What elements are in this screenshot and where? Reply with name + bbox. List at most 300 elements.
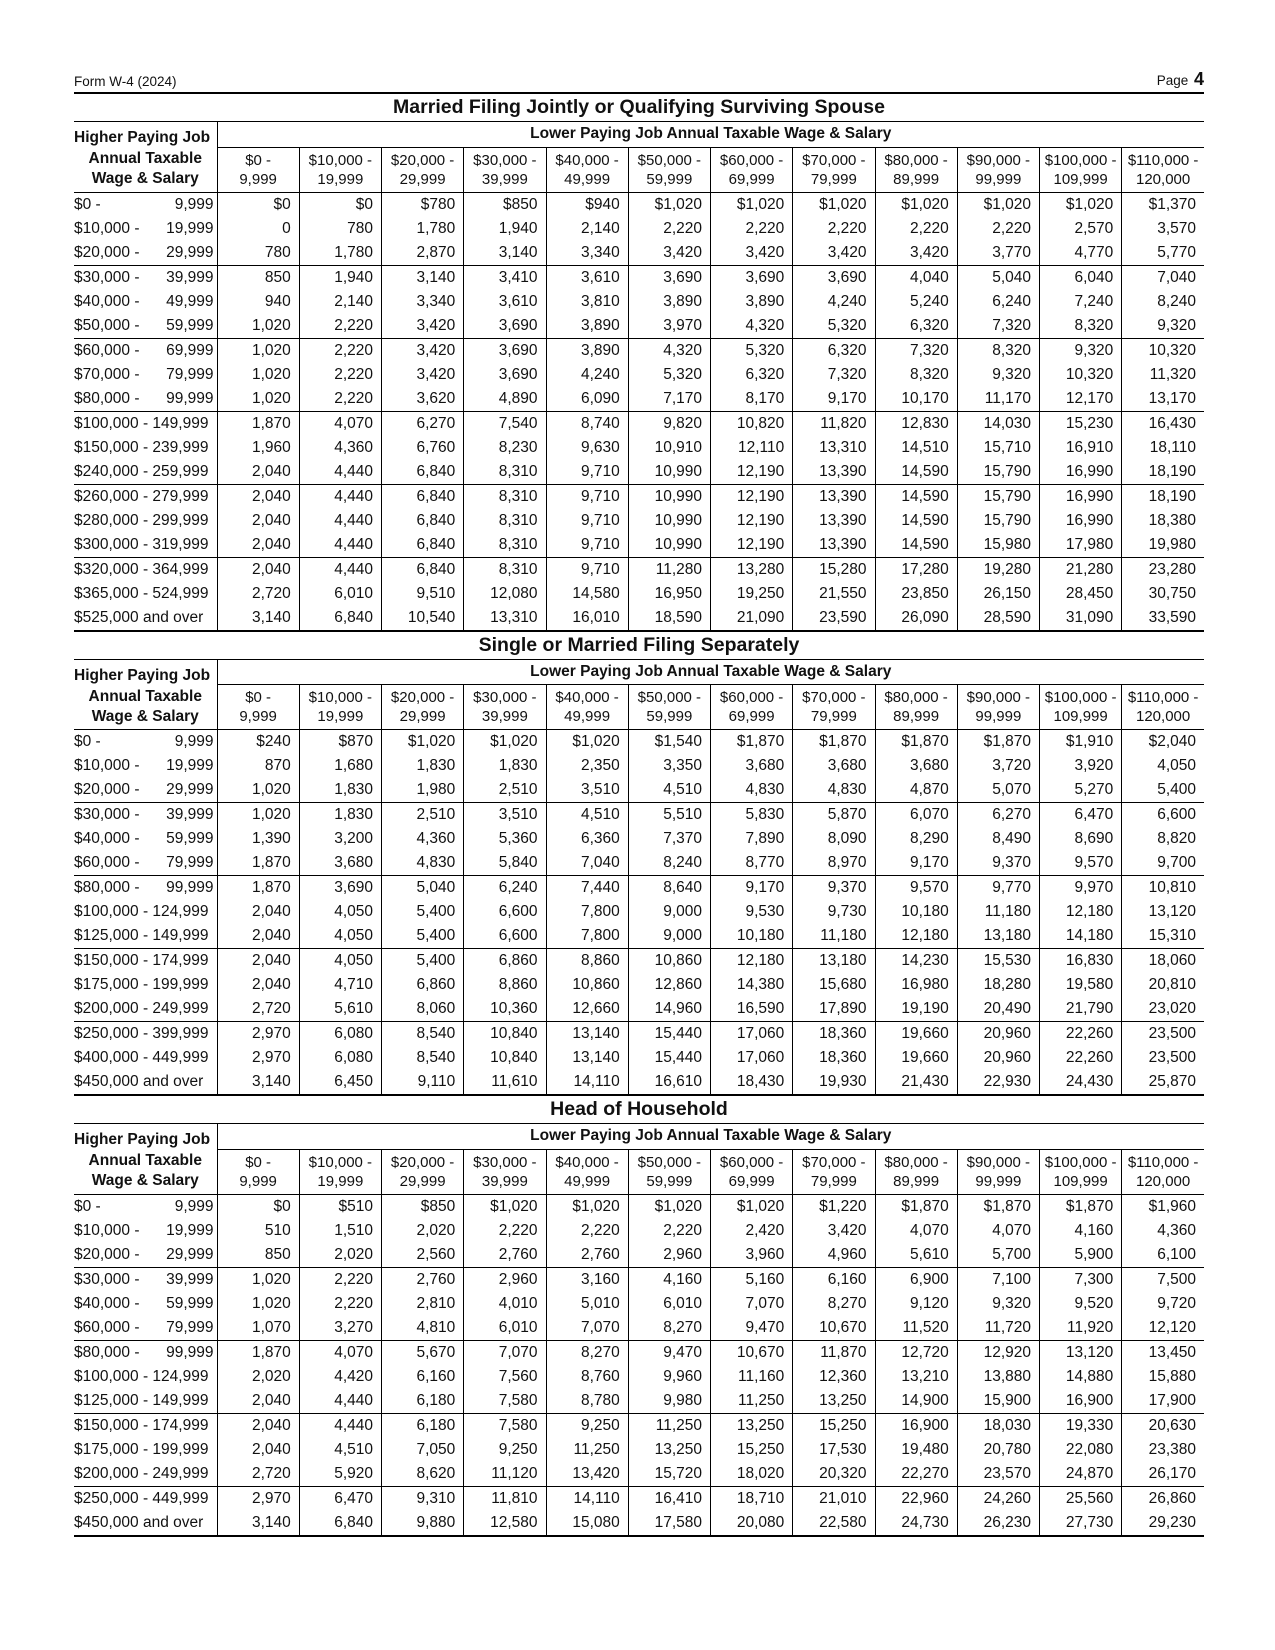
table-row <box>74 730 1204 755</box>
table-cell: 22,930 <box>957 1070 1039 1095</box>
table-cell: 3,570 <box>1157 219 1196 237</box>
table-row <box>74 1462 1204 1487</box>
table-row <box>74 217 1204 241</box>
table-cell: 11,250 <box>628 1413 710 1438</box>
column-header <box>217 1149 299 1194</box>
table-cell: 9,730 <box>793 900 875 924</box>
table-cell: $780 <box>382 192 464 217</box>
row-range-start: $20,000 - <box>74 1245 140 1263</box>
table-cell: 5,320 <box>711 338 793 363</box>
row-range-start: $80,000 - <box>74 1343 140 1361</box>
row-range-label <box>74 509 217 533</box>
table-row <box>74 1340 1204 1365</box>
row-range-start: $30,000 - <box>74 268 140 286</box>
column-range-end: 29,999 <box>399 1172 446 1190</box>
table-cell: 13,170 <box>1148 389 1196 407</box>
table-cell: 2,220 <box>546 1219 628 1243</box>
table-cell: $1,870 <box>957 730 1039 755</box>
row-range-end: 19,999 <box>166 1221 214 1239</box>
table-cell: 6,090 <box>546 387 628 412</box>
table-cell: 4,830 <box>793 778 875 803</box>
column-range-start: $110,000 - <box>1127 151 1199 169</box>
table-cell: 18,020 <box>711 1462 793 1487</box>
table-cell: 9,470 <box>628 1340 710 1365</box>
column-header <box>1040 147 1122 192</box>
column-header <box>1040 1149 1122 1194</box>
lower-paying-job-label: Lower Paying Job Annual Taxable Wage & Salary <box>217 659 1204 685</box>
table-cell: 26,150 <box>957 582 1039 606</box>
table-cell: 25,870 <box>1122 1070 1204 1095</box>
table-cell: 4,360 <box>1157 1221 1196 1239</box>
row-range-label <box>74 1389 217 1414</box>
column-header <box>464 147 546 192</box>
row-range-start: $40,000 - <box>74 830 140 847</box>
form-name: Form W-4 (2024) <box>74 74 177 89</box>
row-range-label <box>74 290 217 314</box>
table-cell: 22,580 <box>793 1511 875 1536</box>
table-cell: 5,320 <box>628 363 710 387</box>
table-cell: 18,710 <box>711 1486 793 1511</box>
row-range-text: $100,000 - 124,999 <box>74 903 209 920</box>
table-cell: 9,820 <box>628 411 710 436</box>
table-cell: 4,830 <box>711 778 793 803</box>
table-cell: 9,370 <box>957 851 1039 876</box>
table-cell: 9,310 <box>382 1486 464 1511</box>
table-cell: 6,840 <box>382 509 464 533</box>
table-cell: 6,470 <box>299 1486 381 1511</box>
column-range-start: $100,000 - <box>1044 151 1117 169</box>
table-cell: 3,680 <box>711 754 793 778</box>
table-cell: 4,440 <box>299 533 381 558</box>
table-cell: 3,270 <box>299 1316 381 1341</box>
row-range-label <box>74 1243 217 1268</box>
table-cell: 2,040 <box>217 533 299 558</box>
table-cell: 4,440 <box>299 509 381 533</box>
table-cell: 33,590 <box>1122 606 1204 631</box>
row-range-label <box>74 1413 217 1438</box>
row-range-end: 99,999 <box>166 389 214 407</box>
table-cell: 4,420 <box>299 1365 381 1389</box>
row-range-label <box>74 900 217 924</box>
row-range-label <box>74 730 217 755</box>
table-row <box>74 265 1204 290</box>
row-range-end: 29,999 <box>166 243 214 261</box>
column-range-end: 99,999 <box>975 708 1022 725</box>
column-range-start: $0 - <box>245 689 272 706</box>
page-label: Page <box>1156 73 1189 88</box>
table-cell: 10,670 <box>711 1340 793 1365</box>
column-range-start: $70,000 - <box>802 689 866 706</box>
table-cell: 9,170 <box>793 387 875 412</box>
table-row <box>74 851 1204 876</box>
table-cell: 3,510 <box>546 778 628 803</box>
table-cell: 12,190 <box>711 460 793 485</box>
column-range-start: $20,000 - <box>390 689 455 706</box>
table-cell: $1,020 <box>382 730 464 755</box>
table-cell: 28,450 <box>1040 582 1122 606</box>
table-cell: 2,220 <box>299 363 381 387</box>
table-cell: 3,890 <box>546 338 628 363</box>
table-cell: 5,400 <box>1157 781 1196 798</box>
table-cell: 21,430 <box>875 1070 957 1095</box>
table-cell: 14,580 <box>546 582 628 606</box>
table-cell: 1,020 <box>217 363 299 387</box>
row-range-end: 39,999 <box>166 268 214 286</box>
table-cell: 1,870 <box>217 876 299 901</box>
table-cell: 5,920 <box>299 1462 381 1487</box>
row-range-text: $150,000 - 174,999 <box>74 1416 209 1434</box>
table-cell: 12,190 <box>711 484 793 509</box>
table-cell: 2,810 <box>382 1292 464 1316</box>
table-cell: 4,360 <box>382 827 464 851</box>
row-range-label <box>74 924 217 949</box>
table-cell: 11,320 <box>1149 365 1196 383</box>
table-cell: 7,100 <box>957 1267 1039 1292</box>
table-cell: 9,320 <box>1157 316 1196 334</box>
table-cell: $1,870 <box>793 730 875 755</box>
table-cell: 6,600 <box>464 900 546 924</box>
table-cell: 3,610 <box>464 290 546 314</box>
column-range-end: 89,999 <box>893 1172 940 1190</box>
row-range-text: $100,000 - 124,999 <box>74 1367 209 1385</box>
column-range-end: 120,000 <box>1136 170 1191 188</box>
table-cell: 6,600 <box>1122 803 1204 828</box>
table-cell: 7,320 <box>957 314 1039 339</box>
withholding-table <box>74 94 1204 632</box>
column-header <box>464 1149 546 1194</box>
table-row <box>74 997 1204 1022</box>
table-cell: $1,870 <box>957 1194 1039 1219</box>
table-cell: 9,700 <box>1157 854 1196 871</box>
row-range-label <box>74 1462 217 1487</box>
table-cell: 7,070 <box>711 1292 793 1316</box>
table-cell: 6,160 <box>793 1267 875 1292</box>
row-range-end: 99,999 <box>166 879 214 896</box>
table-cell: 3,810 <box>546 290 628 314</box>
column-range-start: $0 - <box>245 151 272 169</box>
table-cell: 24,730 <box>875 1511 957 1536</box>
column-range-start: $30,000 - <box>473 1153 537 1171</box>
table-cell: 9,520 <box>1040 1292 1122 1316</box>
table-cell: 10,670 <box>793 1316 875 1341</box>
table-cell: 1,940 <box>299 265 381 290</box>
column-range-start: $60,000 - <box>719 689 784 706</box>
table-cell: 30,750 <box>1148 584 1196 602</box>
table-cell: 23,570 <box>957 1462 1039 1487</box>
column-range-end: 19,999 <box>317 708 364 725</box>
row-range-end: 9,999 <box>174 733 214 750</box>
column-range-start: $30,000 - <box>473 151 537 169</box>
column-header <box>382 685 464 730</box>
table-cell: $1,020 <box>711 1194 793 1219</box>
table-cell: 3,970 <box>628 314 710 339</box>
table-cell: 13,180 <box>957 924 1039 949</box>
table-cell: 8,780 <box>546 1389 628 1414</box>
table-cell: 7,560 <box>464 1365 546 1389</box>
table-cell: 10,180 <box>711 924 793 949</box>
row-range-label <box>74 241 217 266</box>
column-range-start: $60,000 - <box>719 151 784 169</box>
table-cell: 7,320 <box>793 363 875 387</box>
table-cell: 4,960 <box>793 1243 875 1268</box>
table-cell: 3,140 <box>217 1511 299 1536</box>
table-cell: 12,110 <box>711 436 793 460</box>
table-cell: 18,360 <box>793 1046 875 1070</box>
table-cell: 4,440 <box>299 1413 381 1438</box>
row-range-start: $70,000 - <box>74 365 140 383</box>
column-header <box>1122 1149 1204 1194</box>
table-cell: 13,120 <box>1040 1340 1122 1365</box>
row-range-label <box>74 754 217 778</box>
table-row <box>74 778 1204 803</box>
row-range-start: $40,000 - <box>74 1294 140 1312</box>
row-range-label <box>74 851 217 876</box>
row-range-text: $150,000 - 174,999 <box>74 952 209 969</box>
column-header <box>957 685 1039 730</box>
table-row <box>74 1070 1204 1095</box>
table-cell: 9,980 <box>628 1389 710 1414</box>
row-range-end: 59,999 <box>166 316 214 334</box>
table-cell: 11,810 <box>464 1486 546 1511</box>
column-range-end: 9,999 <box>239 708 277 725</box>
table-cell: 12,360 <box>793 1365 875 1389</box>
table-cell: 14,590 <box>875 460 957 485</box>
table-cell: 12,180 <box>875 924 957 949</box>
table-cell: 4,050 <box>1157 757 1196 774</box>
table-cell: 17,900 <box>1148 1391 1196 1409</box>
table-cell: 5,700 <box>957 1243 1039 1268</box>
row-range-text: $250,000 - 399,999 <box>74 1025 209 1042</box>
column-range-end: 99,999 <box>975 170 1022 188</box>
table-cell: 9,960 <box>628 1365 710 1389</box>
table-cell: 14,960 <box>628 997 710 1022</box>
column-range-end: 79,999 <box>810 170 857 188</box>
table-cell: 13,880 <box>957 1365 1039 1389</box>
column-header <box>382 147 464 192</box>
table-cell: 3,890 <box>711 290 793 314</box>
table-cell: 18,060 <box>1122 949 1204 974</box>
table-cell: 14,030 <box>957 411 1039 436</box>
column-header <box>464 685 546 730</box>
table-cell: 18,190 <box>1122 484 1204 509</box>
table-cell: 8,240 <box>628 851 710 876</box>
table-cell: 22,260 <box>1040 1046 1122 1070</box>
column-range-start: $70,000 - <box>802 1153 866 1171</box>
column-range-start: $90,000 - <box>966 151 1031 169</box>
row-range-text: $150,000 - 239,999 <box>74 438 209 456</box>
table-cell: 20,960 <box>957 1022 1039 1047</box>
table-cell: 4,440 <box>299 460 381 485</box>
row-range-start: $80,000 - <box>74 879 140 896</box>
table-cell: 8,270 <box>628 1316 710 1341</box>
table-cell: 6,240 <box>957 290 1039 314</box>
table-cell: 3,690 <box>628 265 710 290</box>
table-cell: 10,860 <box>546 973 628 997</box>
table-cell: $1,020 <box>957 192 1039 217</box>
page-indicator <box>1157 69 1204 92</box>
table-cell: 850 <box>217 1243 299 1268</box>
table-cell: 11,180 <box>957 900 1039 924</box>
row-range-label <box>74 411 217 436</box>
table-cell: $0 <box>217 192 299 217</box>
table-cell: 9,120 <box>875 1292 957 1316</box>
table-cell: 15,080 <box>546 1511 628 1536</box>
column-range-start: $80,000 - <box>884 151 948 169</box>
table-cell: 4,070 <box>875 1219 957 1243</box>
table-cell: 6,320 <box>875 314 957 339</box>
row-range-label <box>74 1340 217 1365</box>
table-cell: 9,970 <box>1040 876 1122 901</box>
row-range-text: $125,000 - 149,999 <box>74 927 209 944</box>
table-cell: 3,420 <box>382 314 464 339</box>
table-cell: 13,180 <box>793 949 875 974</box>
table-cell: 11,250 <box>711 1389 793 1414</box>
row-range-text: $100,000 - 149,999 <box>74 414 209 432</box>
table-cell: 19,480 <box>875 1438 957 1462</box>
table-cell: 13,390 <box>793 509 875 533</box>
column-header <box>875 685 957 730</box>
table-cell: 5,610 <box>875 1243 957 1268</box>
table-cell: 13,310 <box>793 436 875 460</box>
column-range-start: $30,000 - <box>473 689 537 706</box>
table-cell: 9,710 <box>546 557 628 582</box>
row-range-text: $365,000 - 524,999 <box>74 584 209 602</box>
column-range-start: $40,000 - <box>555 689 619 706</box>
table-cell: 4,360 <box>299 436 381 460</box>
table-cell: 16,990 <box>1040 484 1122 509</box>
table-cell: 850 <box>217 265 299 290</box>
table-title: Head of Household <box>74 1096 1204 1124</box>
table-cell: 12,080 <box>464 582 546 606</box>
column-range-end: 120,000 <box>1136 1172 1191 1190</box>
row-range-text: $525,000 and over <box>74 608 204 626</box>
row-range-end: 69,999 <box>166 341 214 359</box>
table-cell: 6,040 <box>1040 265 1122 290</box>
table-row <box>74 606 1204 631</box>
table-cell: 6,860 <box>382 973 464 997</box>
table-cell: 5,610 <box>299 997 381 1022</box>
column-range-end: 89,999 <box>893 170 940 188</box>
table-cell: 19,660 <box>875 1046 957 1070</box>
table-cell: 6,180 <box>382 1413 464 1438</box>
table-cell: 5,040 <box>382 876 464 901</box>
table-cell: 3,410 <box>464 265 546 290</box>
column-header <box>382 1149 464 1194</box>
row-range-text: $300,000 - 319,999 <box>74 535 209 553</box>
table-cell: 10,990 <box>628 533 710 558</box>
row-range-start: $60,000 - <box>74 1318 140 1336</box>
table-cell: 20,810 <box>1148 976 1196 993</box>
table-cell: 8,240 <box>1157 292 1196 310</box>
table-row <box>74 876 1204 901</box>
table-cell: 12,190 <box>711 509 793 533</box>
table-cell: 8,320 <box>875 363 957 387</box>
table-cell: 8,320 <box>957 338 1039 363</box>
table-row <box>74 1438 1204 1462</box>
table-cell: 2,420 <box>711 1219 793 1243</box>
row-range-start: $0 - <box>74 733 101 750</box>
table-cell: 21,090 <box>711 606 793 631</box>
row-range-start: $50,000 - <box>74 316 140 334</box>
table-cell: 4,070 <box>299 1340 381 1365</box>
row-range-text: $450,000 and over <box>74 1513 204 1531</box>
table-cell: 23,590 <box>793 606 875 631</box>
table-cell: 5,400 <box>382 949 464 974</box>
table-cell: 6,840 <box>382 484 464 509</box>
table-cell: 28,590 <box>957 606 1039 631</box>
table-cell: 2,040 <box>217 557 299 582</box>
table-cell: 8,860 <box>464 973 546 997</box>
row-range-label <box>74 1070 217 1095</box>
table-cell: 7,890 <box>711 827 793 851</box>
table-cell: 15,790 <box>957 509 1039 533</box>
table-cell: 15,900 <box>957 1389 1039 1414</box>
table-cell: 7,500 <box>1122 1267 1204 1292</box>
table-cell: 16,990 <box>1040 509 1122 533</box>
column-header <box>875 147 957 192</box>
table-cell: $1,910 <box>1040 730 1122 755</box>
column-range-start: $110,000 - <box>1127 689 1199 706</box>
table-cell: 21,010 <box>793 1486 875 1511</box>
table-cell: 2,560 <box>382 1243 464 1268</box>
table-cell: 1,960 <box>217 436 299 460</box>
page-number: 4 <box>1193 69 1204 89</box>
table-cell: 510 <box>217 1219 299 1243</box>
row-range-text: $200,000 - 249,999 <box>74 1000 209 1017</box>
row-range-end: 29,999 <box>166 1245 214 1263</box>
table-cell: 5,040 <box>957 265 1039 290</box>
table-cell: $0 <box>217 1194 299 1219</box>
table-row <box>74 582 1204 606</box>
table-cell: $1,960 <box>1148 1197 1196 1215</box>
table-cell: 5,360 <box>464 827 546 851</box>
table-cell: 10,840 <box>464 1046 546 1070</box>
row-range-label <box>74 606 217 631</box>
table-cell: 14,380 <box>711 973 793 997</box>
table-cell: 6,860 <box>464 949 546 974</box>
table-cell: 16,950 <box>628 582 710 606</box>
table-cell: 11,920 <box>1040 1316 1122 1341</box>
row-range-text: $240,000 - 259,999 <box>74 462 209 480</box>
table-cell: $1,020 <box>546 1194 628 1219</box>
table-cell: 4,320 <box>711 314 793 339</box>
table-cell: 10,820 <box>711 411 793 436</box>
table-cell: 9,470 <box>711 1316 793 1341</box>
table-cell: 24,430 <box>1040 1070 1122 1095</box>
table-cell: 8,170 <box>711 387 793 412</box>
table-cell: 7,040 <box>1122 265 1204 290</box>
table-cell: 12,860 <box>628 973 710 997</box>
table-cell: 4,240 <box>546 363 628 387</box>
table-cell: 23,280 <box>1122 557 1204 582</box>
row-range-start: $30,000 - <box>74 1270 140 1288</box>
wage-salary-text: Wage & Salary <box>91 1172 199 1190</box>
table-cell: 12,580 <box>464 1511 546 1536</box>
table-cell: 1,870 <box>217 411 299 436</box>
table-row <box>74 1316 1204 1341</box>
row-range-end: 39,999 <box>166 1270 214 1288</box>
table-cell: 1,830 <box>464 754 546 778</box>
table-cell: 3,690 <box>464 314 546 339</box>
table-cell: 7,240 <box>1040 290 1122 314</box>
table-cell: 8,230 <box>464 436 546 460</box>
table-cell: 3,770 <box>957 241 1039 266</box>
column-range-start: $110,000 - <box>1127 1153 1199 1171</box>
table-cell: 2,220 <box>957 217 1039 241</box>
table-cell: 10,990 <box>628 484 710 509</box>
table-cell: 2,220 <box>628 217 710 241</box>
table-cell: 2,220 <box>711 217 793 241</box>
